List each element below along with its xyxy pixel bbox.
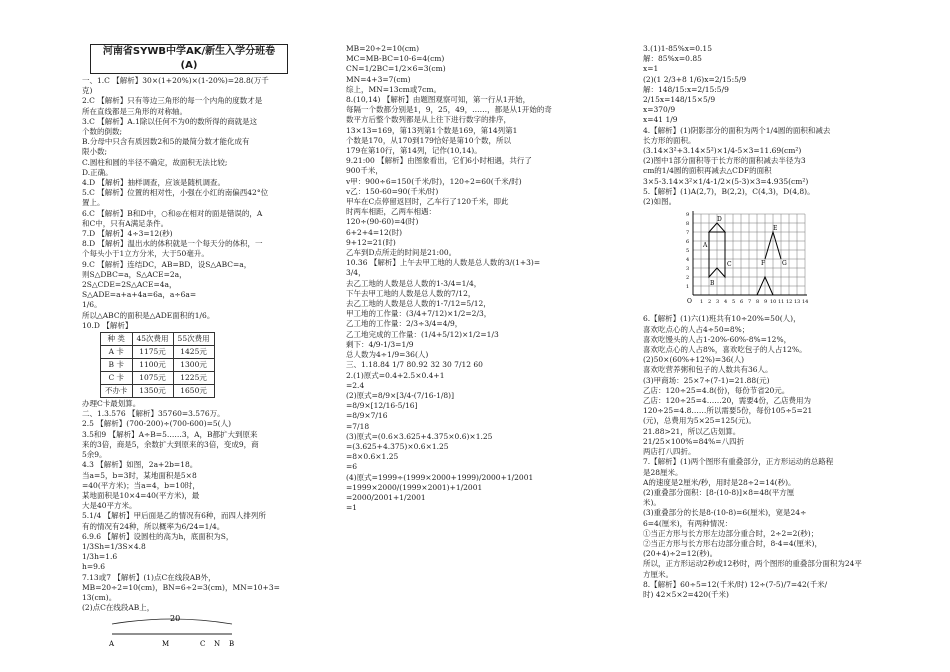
answer-line: =1 (346, 503, 358, 513)
answer-line: 数平方后整个数列都是从上往下进行数字的排序， (346, 115, 511, 125)
answer-line: 2.C 【解析】只有等边三角形的每一个内角的度数才是 (82, 96, 263, 106)
answer-line: h=9.6 (82, 562, 106, 572)
answer-line: (20+4)÷2=12(秒)。 (643, 549, 718, 559)
table-cell: 不办卡 (101, 385, 133, 398)
card-cost-table (100, 332, 215, 398)
coordinate-grid-figure (683, 209, 811, 309)
answer-line: 总人数为4÷1/9=36(人) (346, 350, 429, 360)
table-row (101, 372, 215, 385)
answer-line: 大是40平方米。 (82, 501, 137, 511)
grid-label-f: F (761, 260, 766, 268)
answer-line: ②当正方形与长方形右边部分重合时，8-4=4(厘米)， (643, 538, 822, 548)
table-header: 55次费用 (173, 333, 214, 346)
answer-line: 所在直线都是三角形的对称轴。 (82, 106, 187, 116)
page-title: 河南省SYWB中学AK/新生入学分班卷(A) (90, 44, 288, 74)
answer-line: (3)重叠部分的长是8-(10-8)=6(厘米)，宽是24÷ (643, 508, 807, 518)
x-tick: 10 (770, 299, 777, 306)
x-tick: 7 (748, 299, 752, 306)
grid-label-b: B (710, 280, 715, 288)
table-cell: 1650元 (173, 385, 214, 398)
answer-line: 乙车到D点所走的时间是21:00。 (346, 248, 457, 258)
answer-line: 去乙工地的人数是总人数的1-7/12=5/12， (346, 299, 491, 309)
x-tick: 3 (716, 299, 720, 306)
x-tick: 14 (802, 299, 809, 306)
answer-line: 6.C 【解析】B和D中，○和◎在相对的面是错误的，A (82, 208, 263, 218)
answer-line: 去乙工地的人数是总人数的1-3/4=1/4， (346, 278, 482, 288)
column-right (643, 44, 883, 664)
table-header: 45次费用 (132, 333, 173, 346)
answer-line: (2)重叠部分面积：[8-(10-8)]×8=48(平方厘 (643, 487, 795, 497)
answer-line: 长方形的面积。 (643, 135, 696, 145)
answer-line: 有的情况有24种，所以概率为6/24=1/4。 (82, 521, 225, 531)
answer-line: (2)(1 2/3+8 1/6)x=2/15:5/9 (643, 74, 747, 84)
answer-line: MB=20÷2=10(cm)，BN=6÷2=3(cm)，MN=10+3= (82, 582, 280, 592)
answer-line: 13×13=169，第13列第1个数是169，第14列第1 (346, 125, 518, 135)
table-cell: 1350元 (132, 385, 173, 398)
y-tick: 4 (686, 257, 690, 264)
column-left (82, 44, 340, 664)
answer-line: 3.5和9 【解析】A÷B=5……3，A，B都扩大到原来 (82, 429, 258, 439)
x-tick: 11 (778, 299, 785, 306)
answer-line: 所以△ABC的面积是△ADE面积的1/6。 (82, 310, 215, 320)
answer-line: 4.D 【解析】抽样调查，应该是随机调查。 (82, 178, 226, 188)
y-tick: 2 (686, 275, 690, 282)
answer-line: 和C中，只有A满足条件。 (82, 218, 169, 228)
answer-line: =8/9×7/16 (346, 411, 388, 421)
y-tick: 9 (686, 212, 690, 219)
x-tick: 2 (708, 299, 712, 306)
answer-line: v乙：150-60=90(千米/时) (346, 186, 439, 196)
table-row (101, 359, 215, 372)
answer-line: 7.13或7 【解析】(1)点C在线段AB外， (82, 572, 216, 582)
answer-line: 某地面积是10×4=40(平方米)，最 (82, 490, 200, 500)
answer-line: 13(cm)。 (82, 592, 117, 602)
answer-line: 解：148/15:x=2/15:5/9 (643, 84, 729, 94)
answer-line: C.圆柱和圆的半径不确定，故面积无法比较; (82, 157, 228, 167)
answer-line: 乙店：120÷25=4……20，需要4份，乙店费用为 (643, 396, 812, 406)
answer-line: =1999×2000/(1999×2001)+1/2001 (346, 482, 483, 492)
table-cell: C 卡 (101, 372, 133, 385)
answer-line: 120÷25=4.8……所以需要5份，每份105÷5=21 (643, 406, 813, 416)
answers-col3-b (643, 314, 883, 600)
answer-line: 8.【解析】60÷5=12(千米/时) 12÷(7-5)/7=42(千米/ (643, 579, 828, 589)
answer-line: 2/15x=148/15×5/9 (643, 95, 716, 105)
answer-line: 10.36 【解析】上午去甲工地的人数是总人数的3/(1+3)= (346, 258, 541, 268)
answer-line: S△ADE=a+a+4a=6a，a÷6a= (82, 290, 197, 300)
answer-line: =(3.625+4.375)×0.6×1.25 (346, 441, 449, 451)
answer-line: 8.(10,14) 【解析】由题图观察可知，第一行从1开始， (346, 95, 531, 105)
answer-line: =6 (346, 462, 358, 472)
answer-line: (3)甲商场：25×7÷(7-1)=21.88(元) (643, 375, 770, 385)
answer-line: 179在第10行，第14列，记作(10,14)。 (346, 146, 482, 156)
x-tick: 13 (794, 299, 801, 306)
answer-line: 方厘米。 (643, 569, 673, 579)
answer-line: x=370/9 (643, 105, 676, 115)
point-n-label: N (214, 640, 221, 649)
table-header-row (101, 333, 215, 346)
answer-line: (2)图中1部分面积等于长方形的面积减去半径为3 (643, 156, 806, 166)
answer-line: 4.3 【解析】如图，2a+2b=18。 (82, 460, 198, 470)
answer-line: B.分母中只含有质因数2和5的最简分数才能化成有 (82, 137, 250, 147)
answer-line: 乙店：120÷25=4.8(份)，每份节省20元。 (643, 385, 790, 395)
answer-line: 3.(1)1-85%x=0.15 (643, 44, 712, 53)
table-cell: A 卡 (101, 346, 133, 359)
answer-line: 时两车相距，乙两车相遇： (346, 207, 436, 217)
answer-line: 2.(1)原式=0.4+2.5×0.4+1 (346, 370, 445, 380)
answer-line: 9.C 【解析】连结DC，AB=BD，设S△ABC=a， (82, 259, 252, 269)
grid-label-o: O (687, 298, 692, 306)
answer-line: 则S△DBC=a，S△ACE=2a， (82, 269, 187, 279)
answer-line: 10.D 【解析】 (82, 320, 133, 330)
answer-line: ①当正方形与长方形左边部分重合时，2÷2=2(秒)； (643, 528, 819, 538)
answer-line: 乙工地的工作量：2/3÷3/4=4/9， (346, 319, 463, 329)
answer-line: D.正确。 (82, 167, 113, 177)
grid-label-g: G (782, 260, 787, 268)
x-tick: 12 (786, 299, 793, 306)
answer-line: 900千米， (346, 166, 383, 176)
answer-line: MB=20÷2=10(cm) (346, 44, 420, 53)
point-c-label: C (200, 640, 206, 649)
answer-line: 剩下：4/9-1/3=1/9 (346, 339, 414, 349)
answer-line: 时) 42×5×2=420(千米) (643, 589, 729, 599)
segment-length-label: 20 (170, 614, 181, 624)
answer-line: 5.【解析】(1)A(2,7)，B(2,2)，C(4,3)，D(4,8)。 (643, 186, 815, 196)
y-tick: 1 (686, 284, 690, 291)
answer-line: 每隔一个数都分别是1，9，25，49，……，都是从1开始的奇 (346, 105, 552, 115)
x-tick: 4 (724, 299, 728, 306)
answer-line: 120÷(90-60)=4(时) (346, 217, 419, 227)
table-cell: 1225元 (173, 372, 214, 385)
segment-figure (92, 614, 242, 650)
answer-line: 克) (82, 86, 93, 96)
answer-line: =40(平方米)；当a=4，b=10时， (82, 480, 200, 490)
answers-col3-a (643, 44, 883, 207)
answer-line: 来的3倍，商是5，余数扩大到原来的3倍，变成9，商 (82, 439, 259, 449)
answer-line: 个数是170，从170到179恰好是第10个数，所以 (346, 135, 511, 145)
x-tick: 5 (732, 299, 736, 306)
answer-line: 2.5 【解析】(700-200)÷(700-600)=5(人) (82, 419, 232, 429)
answer-line: 1/6。 (82, 300, 102, 310)
answer-line: 9.21:00 【解析】由图象看出，它们6小时相遇，共行了 (346, 156, 532, 166)
answer-line: cm的1/4圆的面积再减去△CDF的面积 (643, 166, 772, 176)
answer-line: 限小数; (82, 147, 108, 157)
y-tick: 6 (686, 239, 690, 246)
answer-line: MN=4+3=7(cm) (346, 74, 411, 84)
answer-line: (2)点C在线段AB上， (82, 603, 155, 613)
y-tick: 7 (686, 230, 690, 237)
answer-line: 喜欢吃点心的人占4÷50=8%； (643, 324, 750, 334)
x-tick: 8 (756, 299, 760, 306)
answer-line: 喜欢吃营养粥和包子的人数共有36人。 (643, 365, 773, 375)
answer-line: =8×0.6×1.25 (346, 452, 399, 462)
answer-line: (4)原式=1999÷(1999×2000+1999)/2000+1/2001 (346, 472, 534, 482)
answer-line: 解：85%x=0.85 (643, 54, 702, 64)
answer-line: 二、1.3.576 【解析】35760=3.576万。 (82, 409, 225, 419)
answer-line: 21/25×100%=84%=八四折 (643, 436, 745, 446)
table-cell: 1300元 (173, 359, 214, 372)
answer-line: 2S△CDE=2S△ACE=4a， (82, 280, 177, 290)
grid-label-e: E (773, 225, 778, 233)
answer-line: v甲：900÷6=150(千米/时)，120÷2=60(千米/时) (346, 176, 522, 186)
answer-line: 5余9。 (82, 450, 107, 460)
answer-line: (2)如图。 (643, 197, 677, 207)
answer-line: 是28厘米。 (643, 467, 683, 477)
answer-line: (2)原式=8/9×[3/4-(7/16-1/8)] (346, 390, 455, 400)
point-b-label: B (229, 640, 235, 649)
answer-line: 7.D 【解析】4÷3=12(秒) (82, 229, 173, 239)
table-cell: 1100元 (132, 359, 173, 372)
answer-line: 个数的倒数; (82, 127, 123, 137)
grid-label-d: D (717, 216, 722, 224)
answer-line: x=1 (643, 64, 659, 74)
point-a-label: A (109, 640, 115, 649)
point-m-label: M (162, 640, 170, 649)
answer-line: 办理C卡最划算。 (82, 399, 141, 409)
answer-line: CN=1/2BC=1/2×6=3(cm) (346, 64, 446, 74)
answer-line: 喜欢吃点心的人占8%，喜欢吃包子的人占12%。 (643, 345, 807, 355)
answer-line: 3×5-3.14×3²×1/4-1/2×(5-3)×3=4.935(cm²) (643, 176, 809, 186)
answer-line: 7.【解析】(1)两个图形有重叠部分，正方形运动的总路程 (643, 457, 834, 467)
answer-line: =2000/2001+1/2001 (346, 492, 426, 502)
x-tick: 1 (700, 299, 704, 306)
table-cell: 1075元 (132, 372, 173, 385)
y-tick: 5 (686, 248, 690, 255)
y-tick: 3 (686, 266, 690, 273)
answer-line: =7/18 (346, 421, 370, 431)
table-cell: 1425元 (173, 346, 214, 359)
grid-label-c: C (727, 261, 732, 269)
answer-line: 6.9.6 【解析】设圆柱的高为h，底面积为S， (82, 531, 234, 541)
answers-col1-a (82, 76, 340, 331)
table-row (101, 385, 215, 398)
answer-line: =2.4 (346, 380, 365, 390)
answer-line: 喜欢吃馒头的人占1-20%-60%-8%=12%， (643, 334, 792, 344)
answer-line: x=41 1/9 (643, 115, 678, 125)
answer-line: MC=MB-BC=10-6=4(cm) (346, 54, 445, 64)
answer-line: 5.C 【解析】位置的相对性，小强在小红的南偏西42°位 (82, 188, 269, 198)
answer-line: 乙工地完成的工作量：(1/4+5/12)×1/2=1/3 (346, 329, 499, 339)
answer-line: (3.14×3²+3.14×5²)×1/4-5×3=11.69(cm²) (643, 146, 802, 156)
answer-line: 9+12=21(时) (346, 237, 396, 247)
table-header: 种 类 (101, 333, 133, 346)
answer-line: 综上，MN=13cm或7cm。 (346, 84, 441, 94)
column-middle (346, 44, 634, 664)
answer-line: 1/3Sh=1/3S×4.8 (82, 541, 146, 551)
answer-line: 甲车在C点停留返回时，乙车行了120千米，即此 (346, 197, 509, 207)
y-tick-labels (686, 212, 689, 290)
y-tick: 8 (686, 221, 690, 228)
answer-line: 3/4， (346, 268, 366, 278)
answer-line: 所以，正方形运动2秒或12秒时，两个图形的重叠部分面积为24平 (643, 559, 862, 569)
answer-line: 甲工地的工作量：(3/4+7/12)×1/2=2/3， (346, 309, 492, 319)
table-row (101, 346, 215, 359)
x-tick-labels (700, 299, 808, 305)
answers-col1-b (82, 399, 340, 613)
answer-line: 4.【解析】(1)阴影部分的面积为两个1/4圆的面积和减去 (643, 125, 831, 135)
answer-line: 米)。 (643, 498, 661, 508)
answer-line: 当a=5，b=3时，某地面积是5×8 (82, 470, 197, 480)
table-cell: B 卡 (101, 359, 133, 372)
answer-line: A的速度是2厘米/秒，用时是28÷2=14(秒)。 (643, 477, 796, 487)
answer-line: 两店打八四折。 (643, 447, 696, 457)
answer-line: 一、1.C 【解析】30×(1+20%)×(1-20%)=28.8(万千 (82, 76, 269, 85)
x-tick: 9 (764, 299, 768, 306)
table-cell: 1175元 (132, 346, 173, 359)
answer-line: (2)50×(60%+12%)=36(人) (643, 355, 745, 365)
answer-line: (3)原式=(0.6×3.625+4.375×0.6)×1.25 (346, 431, 493, 441)
answer-line: 3.C 【解析】A.1除以任何不为0的数所得的商就是这 (82, 116, 258, 126)
grid-label-a: A (703, 242, 708, 250)
answer-line: 三、1.18.84 1/7 80.92 32 30 7/12 60 (346, 360, 483, 370)
answer-line: 21.88>21，所以乙店划算。 (643, 426, 741, 436)
answer-line: 6=4(厘米)，有两种情况： (643, 518, 733, 528)
answer-line: (元)，总费用为5×25=125(元)。 (643, 416, 756, 426)
answer-line: 5.1/4 【解析】甲后面是乙的情况有6种，而四人排列所 (82, 511, 266, 521)
answer-line: 置上。 (82, 198, 105, 208)
answer-line: 8.D 【解析】温出水的体积就是一个每天分的体积，一 (82, 239, 263, 249)
answer-line: 6.【解析】(1)六(1)班共有10÷20%=50(人)， (643, 314, 801, 324)
x-tick: 6 (740, 299, 744, 306)
answer-line: =8/9×[12/16-5/16] (346, 401, 418, 411)
answer-line: 个每头小于1立方分米，大于50毫升。 (82, 249, 209, 259)
answer-line: 1/3h=1.6 (82, 552, 118, 562)
answer-line: 6+2+4=12(时) (346, 227, 403, 237)
answer-line: 下午去甲工地的人数是总人数的7/12， (346, 288, 476, 298)
